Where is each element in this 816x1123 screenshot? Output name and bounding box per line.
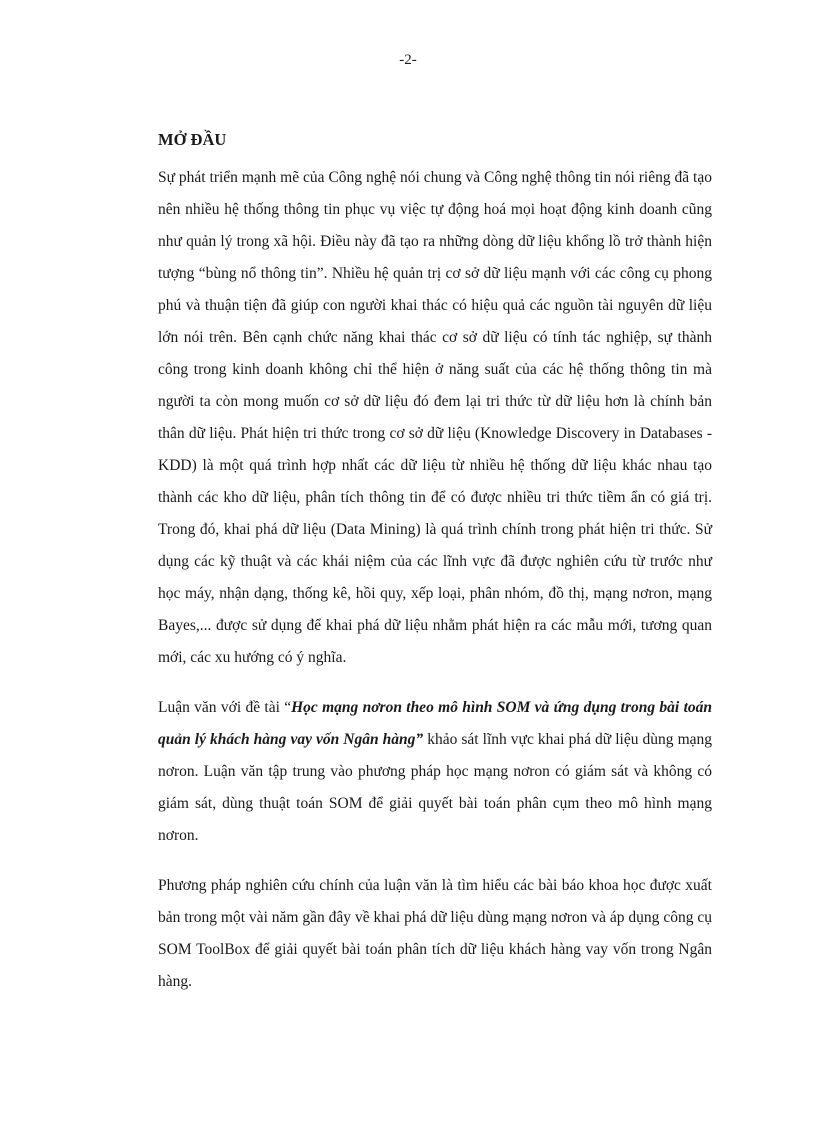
paragraph-introduction: Sự phát triển mạnh mẽ của Công nghệ nói chung và Công nghệ thông tin nói riêng đã tạo nên nhiều hệ thống thông tin phục vụ việc tự động hoá mọi hoạt động kinh doanh cũng như quản lý trong xã hội. Điều này đã tạo ra những dòng dữ liệu khổng lồ trở thành hiện tượng “bùng nổ thông tin”. Nhiều hệ quản trị cơ sở dữ liệu mạnh với các công cụ phong phú và thuận tiện đã giúp con người khai thác có hiệu quả các nguồn tài nguyên dữ liệu lớn nói trên. Bên cạnh chức năng khai thác cơ sở dữ liệu có tính tác nghiệp, sự thành công trong kinh doanh không chỉ thể hiện ở năng suất của các hệ thống thông tin mà người ta còn mong muốn cơ sở dữ liệu đó đem lại tri thức từ dữ liệu hơn là chính bản thân dữ liệu. Phát hiện tri thức trong cơ sở dữ liệu (Knowledge Discovery in Databases - KDD) là một quá trình hợp nhất các dữ liệu từ nhiều hệ thống dữ liệu khác nhau tạo thành các kho dữ liệu, phân tích thông tin để có được nhiều tri thức tiềm ẩn có giá trị. Trong đó, khai phá dữ liệu (Data Mining) là quá trình chính trong phát hiện tri thức. Sử dụng các kỹ thuật và các khái niệm của các lĩnh vực đã được nghiên cứu từ trước như học máy, nhận dạng, thống kê, hồi quy, xếp loại, phân nhóm, đồ thị, mạng nơron, mạng Bayes,... được sử dụng để khai phá dữ liệu nhằm phát hiện ra các mẫu mới, tương quan mới, các xu hướng có ý nghĩa.: [158, 169, 712, 666]
section-heading: MỞ ĐẦU: [158, 130, 227, 149]
paragraph-thesis-topic: [158, 692, 712, 852]
paragraph-methodology: Phương pháp nghiên cứu chính của luận văn là tìm hiểu các bài báo khoa học được xuất bản trong một vài năm gần đây về khai phá dữ liệu dùng mạng nơron và áp dụng công cụ SOM ToolBox để giải quyết bài toán phân tích dữ liệu khách hàng vay vốn trong Ngân hàng.: [158, 877, 712, 990]
document-body: [158, 126, 712, 1016]
thesis-title: Học mạng nơron theo mô hình SOM và ứng dụng trong bài toán quản lý khách hàng vay vốn Ngân hàng”: [158, 699, 712, 748]
page-number: -2-: [399, 52, 417, 68]
paragraph-thesis-intro: Luận văn với đề tài “: [158, 699, 292, 716]
paragraph-thesis-rest: khảo sát lĩnh vực khai phá dữ liệu dùng mạng nơron. Luận văn tập trung vào phương pháp học mạng nơron có giám sát và không có giám sát, dùng thuật toán SOM để giải quyết bài toán phân cụm theo mô hình mạng nơron.: [158, 731, 712, 844]
